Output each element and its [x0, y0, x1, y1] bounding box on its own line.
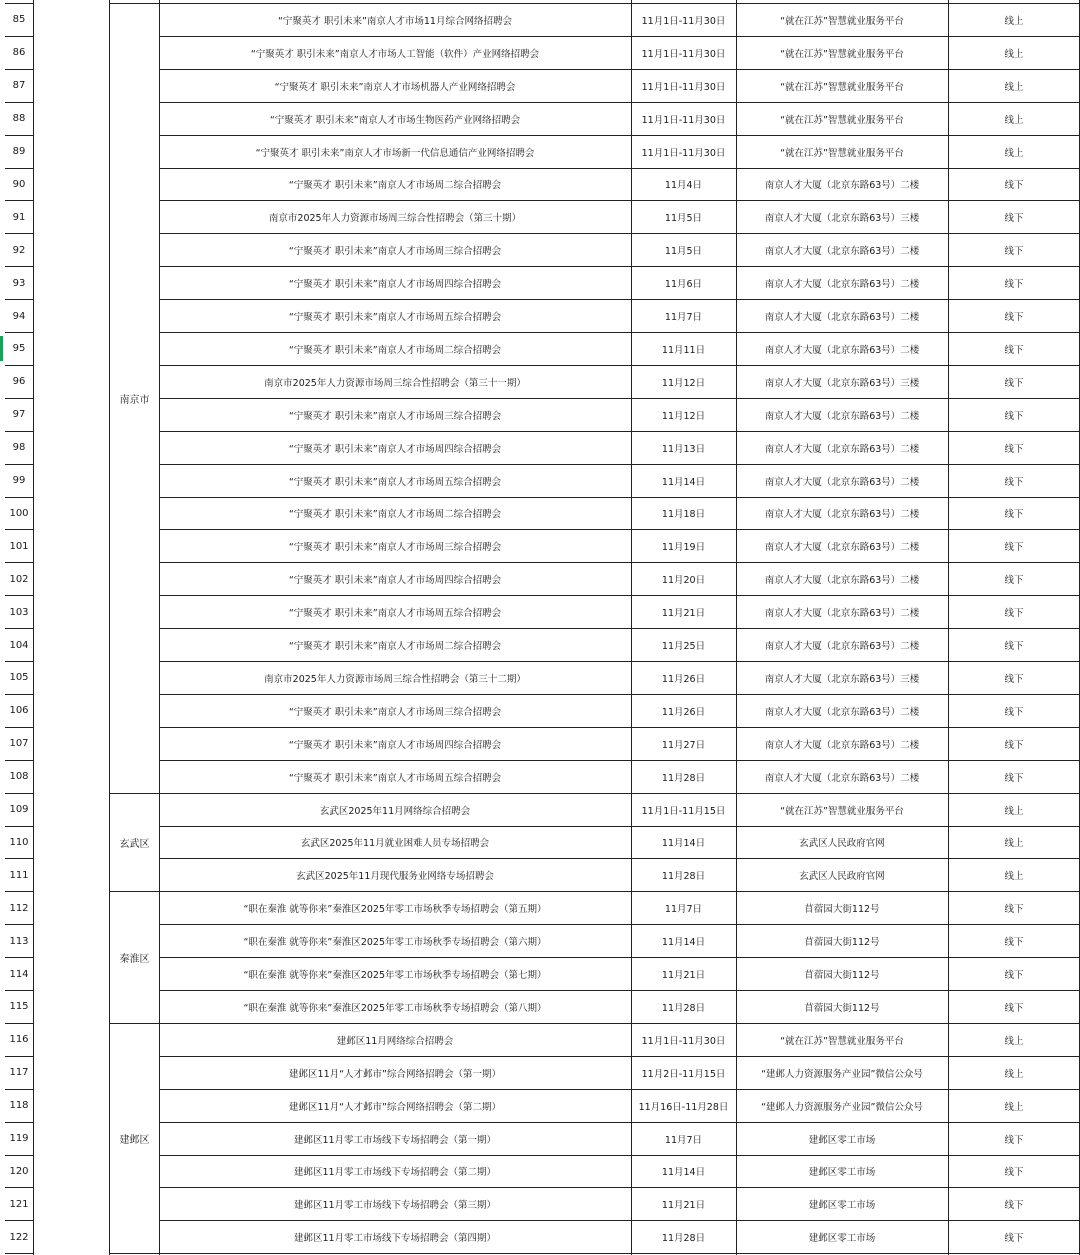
fair-mode: 线下 — [1004, 673, 1024, 685]
fair-date: 11月20日 — [661, 575, 706, 587]
fair-mode: 线下 — [1004, 410, 1024, 422]
row-number: 116 — [9, 1034, 29, 1046]
fair-name: “宁聚英才 职引未来”南京人才市场周五综合招聘会 — [288, 312, 502, 324]
row-number: 93 — [12, 277, 26, 289]
fair-name: “宁聚英才 职引未来”南京人才市场周四综合招聘会 — [288, 443, 502, 455]
fair-date: 11月1日-11月30日 — [641, 48, 726, 60]
row-number: 97 — [12, 409, 26, 421]
fair-location: “就在江苏”智慧就业服务平台 — [780, 147, 904, 159]
row-number: 119 — [9, 1133, 29, 1145]
fair-name: “宁聚英才 职引未来”南京人才市场周二综合招聘会 — [288, 509, 502, 521]
fair-location: 建邺区零工市场 — [808, 1233, 876, 1245]
fair-name: 建邺区11月“人才邺市”综合网络招聘会（第二期） — [289, 1101, 501, 1113]
fair-name: “职在秦淮 就等你来”秦淮区2025年零工市场秋季专场招聘会（第八期） — [243, 1002, 547, 1014]
fair-mode: 线上 — [1004, 1035, 1024, 1047]
fair-location: 玄武区人民政府官网 — [799, 871, 885, 883]
fair-mode: 线下 — [1004, 180, 1024, 192]
fair-mode: 线下 — [1004, 1200, 1024, 1212]
fair-mode: 线下 — [1004, 575, 1024, 587]
fair-date: 11月5日 — [664, 246, 703, 258]
fair-location: 苜蓿园大街112号 — [804, 1002, 880, 1014]
fair-mode: 线上 — [1004, 805, 1024, 817]
row-number: 121 — [9, 1198, 29, 1210]
fair-name: “职在秦淮 就等你来”秦淮区2025年零工市场秋季专场招聘会（第五期） — [243, 904, 547, 916]
fair-date: 11月1日-11月30日 — [641, 147, 726, 159]
fair-mode: 线下 — [1004, 344, 1024, 356]
fair-location: 南京人才大厦（北京东路63号）二楼 — [764, 509, 920, 521]
fair-location: 南京人才大厦（北京东路63号）二楼 — [764, 575, 920, 587]
fair-date: 11月27日 — [661, 739, 706, 751]
fair-name: “宁聚英才 职引未来”南京人才市场机器人产业网络招聘会 — [274, 81, 516, 93]
column-divider — [33, 0, 34, 1255]
fair-date: 11月5日 — [664, 213, 703, 225]
fair-mode: 线下 — [1004, 1134, 1024, 1146]
fair-mode: 线下 — [1004, 509, 1024, 521]
fair-location: 建邺区零工市场 — [808, 1134, 876, 1146]
area-name: 南京市 — [110, 4, 159, 793]
fair-name: “宁聚英才 职引未来”南京人才市场周四综合招聘会 — [288, 739, 502, 751]
fair-location: 南京人才大厦（北京东路63号）三楼 — [764, 377, 920, 389]
fair-date: 11月1日-11月30日 — [641, 114, 726, 126]
fair-date: 11月16日-11月28日 — [638, 1101, 729, 1113]
fair-location: “建邺人力资源服务产业园”微信公众号 — [761, 1068, 923, 1080]
fair-mode: 线下 — [1004, 312, 1024, 324]
fair-name: “宁聚英才 职引未来”南京人才市场周二综合招聘会 — [288, 641, 502, 653]
fair-mode: 线上 — [1004, 114, 1024, 126]
fair-location: 南京人才大厦（北京东路63号）二楼 — [764, 410, 920, 422]
fair-location: 南京人才大厦（北京东路63号）二楼 — [764, 344, 920, 356]
fair-name: “宁聚英才 职引未来”南京人才市场周三综合招聘会 — [288, 706, 502, 718]
fair-mode: 线上 — [1004, 15, 1024, 27]
row-number: 90 — [12, 178, 26, 190]
row-number: 112 — [9, 902, 29, 914]
fair-location: 玄武区人民政府官网 — [799, 838, 885, 850]
selected-row-marker — [0, 336, 3, 361]
area-name: 玄武区 — [110, 794, 159, 892]
fair-location: 南京人才大厦（北京东路63号）二楼 — [764, 608, 920, 620]
row-number: 85 — [12, 14, 26, 26]
fair-name: “宁聚英才 职引未来”南京人才市场新一代信息通信产业网络招聘会 — [255, 147, 535, 159]
fair-location: 南京人才大厦（北京东路63号）二楼 — [764, 312, 920, 324]
fair-name: “职在秦淮 就等你来”秦淮区2025年零工市场秋季专场招聘会（第七期） — [243, 970, 547, 982]
fair-date: 11月12日 — [661, 377, 706, 389]
fair-date: 11月28日 — [661, 1002, 706, 1014]
fair-name: “宁聚英才 职引未来”南京人才市场周三综合招聘会 — [288, 542, 502, 554]
fair-date: 11月28日 — [661, 772, 706, 784]
fair-date: 11月12日 — [661, 410, 706, 422]
fair-mode: 线下 — [1004, 542, 1024, 554]
fair-date: 11月28日 — [661, 871, 706, 883]
fair-name: “宁聚英才 职引未来”南京人才市场周三综合招聘会 — [288, 246, 502, 258]
fair-mode: 线下 — [1004, 213, 1024, 225]
fair-name: 南京市2025年人力资源市场周三综合性招聘会（第三十一期） — [264, 377, 526, 389]
row-number: 115 — [9, 1001, 29, 1013]
fair-location: “就在江苏”智慧就业服务平台 — [780, 1035, 904, 1047]
fair-mode: 线上 — [1004, 147, 1024, 159]
fair-mode: 线下 — [1004, 443, 1024, 455]
fair-date: 11月21日 — [661, 1200, 706, 1212]
fair-location: 苜蓿园大街112号 — [804, 904, 880, 916]
fair-location: “就在江苏”智慧就业服务平台 — [780, 805, 904, 817]
fair-mode: 线下 — [1004, 476, 1024, 488]
fair-name: “宁聚英才 职引未来”南京人才市场周五综合招聘会 — [288, 476, 502, 488]
fair-location: 南京人才大厦（北京东路63号）二楼 — [764, 180, 920, 192]
fair-location: 苜蓿园大街112号 — [804, 970, 880, 982]
fair-location: 建邺区零工市场 — [808, 1167, 876, 1179]
fair-date: 11月14日 — [661, 937, 706, 949]
fair-name: 南京市2025年人力资源市场周三综合性招聘会（第三十二期） — [264, 673, 526, 685]
fair-mode: 线上 — [1004, 838, 1024, 850]
fair-mode: 线下 — [1004, 904, 1024, 916]
fair-date: 11月18日 — [661, 509, 706, 521]
fair-name: “宁聚英才 职引未来”南京人才市场生物医药产业网络招聘会 — [269, 114, 521, 126]
fair-date: 11月21日 — [661, 970, 706, 982]
area-name: 秦淮区 — [110, 892, 159, 1023]
fair-date: 11月26日 — [661, 706, 706, 718]
fair-name: 建邺区11月零工市场线下专场招聘会（第三期） — [293, 1200, 497, 1212]
fair-date: 11月26日 — [661, 673, 706, 685]
fair-location: 南京人才大厦（北京东路63号）三楼 — [764, 673, 920, 685]
fair-name: 建邺区11月零工市场线下专场招聘会（第一期） — [293, 1134, 497, 1146]
fair-location: 南京人才大厦（北京东路63号）二楼 — [764, 772, 920, 784]
fair-location: 南京人才大厦（北京东路63号）二楼 — [764, 279, 920, 291]
row-number: 86 — [12, 47, 26, 59]
fair-name: 建邺区11月零工市场线下专场招聘会（第四期） — [293, 1233, 497, 1245]
row-number: 104 — [9, 639, 29, 651]
fair-name: 南京市2025年人力资源市场周三综合性招聘会（第三十期） — [268, 213, 522, 225]
fair-name: “宁聚英才 职引未来”南京人才市场周五综合招聘会 — [288, 772, 502, 784]
row-number: 89 — [12, 146, 26, 158]
fair-mode: 线下 — [1004, 1167, 1024, 1179]
fair-name: 建邺区11月零工市场线下专场招聘会（第二期） — [293, 1167, 497, 1179]
fair-location: “就在江苏”智慧就业服务平台 — [780, 15, 904, 27]
fair-date: 11月13日 — [661, 443, 706, 455]
row-number: 92 — [12, 244, 26, 256]
row-number: 122 — [9, 1231, 29, 1243]
fair-date: 11月25日 — [661, 641, 706, 653]
fair-name: 建邺区11月网络综合招聘会 — [336, 1035, 454, 1047]
area-name: 建邺区 — [110, 1024, 159, 1253]
fair-mode: 线上 — [1004, 48, 1024, 60]
row-number: 111 — [9, 869, 29, 881]
row-number: 107 — [9, 738, 29, 750]
fair-date: 11月7日 — [664, 1134, 703, 1146]
row-number: 118 — [9, 1100, 29, 1112]
fair-mode: 线下 — [1004, 279, 1024, 291]
fair-name: “宁聚英才 职引未来”南京人才市场周四综合招聘会 — [288, 575, 502, 587]
row-number: 99 — [12, 475, 26, 487]
fair-location: 南京人才大厦（北京东路63号）二楼 — [764, 476, 920, 488]
fair-date: 11月28日 — [661, 1233, 706, 1245]
fair-mode: 线上 — [1004, 1068, 1024, 1080]
fair-date: 11月14日 — [661, 476, 706, 488]
row-number: 103 — [9, 606, 29, 618]
fair-date: 11月7日 — [664, 312, 703, 324]
fair-date: 11月1日-11月30日 — [641, 15, 726, 27]
fair-name: “宁聚英才 职引未来”南京人才市场周二综合招聘会 — [288, 180, 502, 192]
fair-mode: 线下 — [1004, 739, 1024, 751]
fair-location: 南京人才大厦（北京东路63号）二楼 — [764, 739, 920, 751]
fair-location: 苜蓿园大街112号 — [804, 937, 880, 949]
row-number: 105 — [9, 672, 29, 684]
row-number: 91 — [12, 211, 26, 223]
fair-location: “建邺人力资源服务产业园”微信公众号 — [761, 1101, 923, 1113]
fair-mode: 线下 — [1004, 937, 1024, 949]
row-number: 117 — [9, 1067, 29, 1079]
fair-name: 玄武区2025年11月现代服务业网络专场招聘会 — [296, 871, 494, 883]
fair-mode: 线下 — [1004, 706, 1024, 718]
fair-date: 11月21日 — [661, 608, 706, 620]
fair-mode: 线下 — [1004, 1233, 1024, 1245]
fair-date: 11月11日 — [661, 344, 706, 356]
fair-location: 南京人才大厦（北京东路63号）二楼 — [764, 246, 920, 258]
fair-name: “宁聚英才 职引未来”南京人才市场11月综合网络招聘会 — [278, 15, 512, 27]
fair-location: 南京人才大厦（北京东路63号）二楼 — [764, 641, 920, 653]
fair-location: “就在江苏”智慧就业服务平台 — [780, 114, 904, 126]
fair-date: 11月19日 — [661, 542, 706, 554]
fair-name: 玄武区2025年11月网络综合招聘会 — [319, 805, 471, 817]
fair-date: 11月1日-11月15日 — [641, 805, 726, 817]
row-number: 88 — [12, 113, 26, 125]
fair-date: 11月7日 — [664, 904, 703, 916]
row-number: 101 — [9, 540, 29, 552]
fair-date: 11月1日-11月30日 — [641, 1035, 726, 1047]
row-number: 98 — [12, 442, 26, 454]
fair-location: 南京人才大厦（北京东路63号）三楼 — [764, 213, 920, 225]
fair-name: “宁聚英才 职引未来”南京人才市场周二综合招聘会 — [288, 344, 502, 356]
fair-date: 11月4日 — [664, 180, 703, 192]
row-number: 108 — [9, 771, 29, 783]
fair-mode: 线下 — [1004, 970, 1024, 982]
fair-mode: 线下 — [1004, 1002, 1024, 1014]
fair-mode: 线上 — [1004, 81, 1024, 93]
fair-location: 建邺区零工市场 — [808, 1200, 876, 1212]
fair-date: 11月14日 — [661, 838, 706, 850]
row-number: 95 — [12, 343, 26, 355]
fair-name: 玄武区2025年11月就业困难人员专场招聘会 — [300, 838, 490, 850]
row-number: 106 — [9, 705, 29, 717]
row-number: 94 — [12, 310, 26, 322]
fair-name: “宁聚英才 职引未来”南京人才市场周三综合招聘会 — [288, 410, 502, 422]
fair-date: 11月2日-11月15日 — [641, 1068, 726, 1080]
row-number: 113 — [9, 935, 29, 947]
fair-name: “职在秦淮 就等你来”秦淮区2025年零工市场秋季专场招聘会（第六期） — [243, 937, 547, 949]
fair-location: 南京人才大厦（北京东路63号）二楼 — [764, 443, 920, 455]
fair-mode: 线上 — [1004, 871, 1024, 883]
fair-location: “就在江苏”智慧就业服务平台 — [780, 81, 904, 93]
fair-mode: 线下 — [1004, 608, 1024, 620]
fair-location: “就在江苏”智慧就业服务平台 — [780, 48, 904, 60]
fair-mode: 线下 — [1004, 377, 1024, 389]
fair-mode: 线上 — [1004, 1101, 1024, 1113]
fair-date: 11月14日 — [661, 1167, 706, 1179]
row-number: 102 — [9, 573, 29, 585]
fair-mode: 线下 — [1004, 641, 1024, 653]
fair-location: 南京人才大厦（北京东路63号）二楼 — [764, 542, 920, 554]
row-number: 110 — [9, 836, 29, 848]
fair-mode: 线下 — [1004, 772, 1024, 784]
fair-name: “宁聚英才 职引未来”南京人才市场周五综合招聘会 — [288, 608, 502, 620]
fair-location: 南京人才大厦（北京东路63号）二楼 — [764, 706, 920, 718]
row-number: 87 — [12, 80, 26, 92]
fair-name: 建邺区11月“人才邺市”综合网络招聘会（第一期） — [289, 1068, 501, 1080]
fair-date: 11月6日 — [664, 279, 703, 291]
fair-name: “宁聚英才 职引未来”南京人才市场周四综合招聘会 — [288, 279, 502, 291]
row-number: 100 — [9, 507, 29, 519]
row-number: 96 — [12, 376, 26, 388]
row-number: 109 — [9, 804, 29, 816]
fair-mode: 线下 — [1004, 246, 1024, 258]
row-number: 120 — [9, 1165, 29, 1177]
row-number: 114 — [9, 968, 29, 980]
fair-name: “宁聚英才 职引未来”南京人才市场人工智能（软件）产业网络招聘会 — [250, 48, 540, 60]
fair-date: 11月1日-11月30日 — [641, 81, 726, 93]
